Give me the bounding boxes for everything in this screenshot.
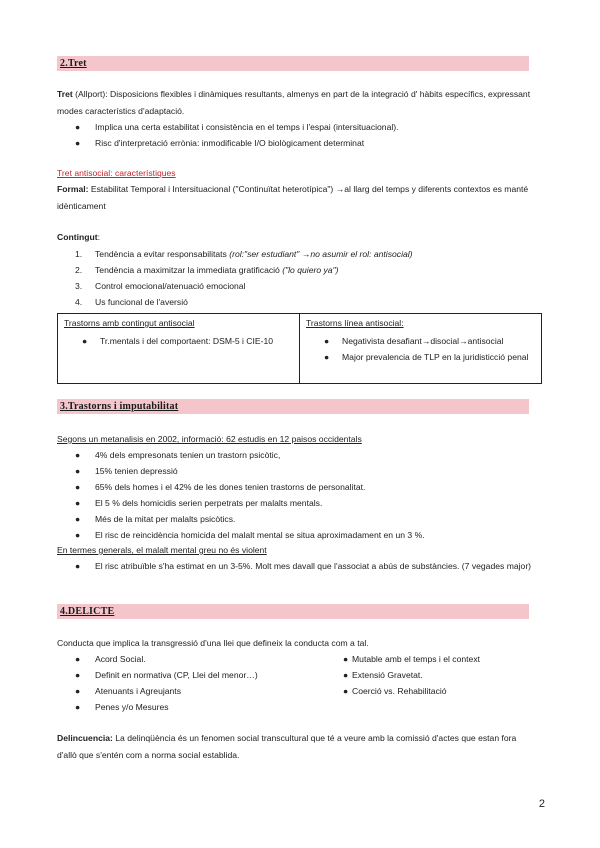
delicte-intro: Conducta que implica la transgressió d'una llei que defineix la conducta com a tal. xyxy=(57,638,369,648)
list-item: ● Tr.mentals i del comportaent: DSM-5 i CIE-10 xyxy=(64,333,293,349)
list-item: ● Negativista desafiant→disocial→antisocial xyxy=(306,333,535,349)
metanalisis-intro: Segons un metanalisis en 2002, informació: 62 estudis en 12 paisos occidentals xyxy=(57,434,362,444)
list-item: ● Atenuants i Agreujants xyxy=(57,683,347,699)
bullet-icon: ● xyxy=(75,561,81,571)
bullet-icon: ● xyxy=(75,466,81,476)
general-statement: En termes generals, el malalt mental greu no és violent xyxy=(57,545,267,555)
bullet-icon: ● xyxy=(75,530,81,540)
delinquencia-text: La delinqüència és un fenomen social transcultural que té a veure amb la comissió d'actes que estan fora d'allò que s'entén com a norma social establida. xyxy=(57,733,517,760)
list-item: ● Penes y/o Mesures xyxy=(57,699,347,715)
bullet-icon: ● xyxy=(324,336,330,346)
antisocial-title: Tret antisocial: característiques xyxy=(57,168,176,178)
bullet-icon: ● xyxy=(75,498,81,508)
section-3-heading: 3.Trastorns i imputabilitat xyxy=(60,401,179,412)
list-item: ● El 5 % dels homicidis serien perpetrats per malalts mentals. xyxy=(57,495,537,511)
tret-bullets xyxy=(57,119,537,151)
list-item: ● El risc de reincidència homicida del malalt mental se situa aproximadament en un 3 %. xyxy=(57,527,537,543)
formal-paragraph xyxy=(57,181,537,214)
delinquencia-paragraph xyxy=(57,730,537,763)
section-4-heading: 4.DELICTE xyxy=(60,606,115,617)
section-2-heading: 2.Tret xyxy=(60,58,87,69)
bullet-icon: ● xyxy=(75,654,81,664)
bullet-icon: ● xyxy=(75,482,81,492)
bullet-icon: ● xyxy=(75,450,81,460)
list-item: ● Definit en normativa (CP, Llei del menor…) xyxy=(57,667,347,683)
bullet-icon: ● xyxy=(75,138,81,148)
list-item: ● Més de la mitat per malalts psicòtics. xyxy=(57,511,537,527)
section-2-heading-bar xyxy=(57,56,529,71)
list-item: ● 65% dels homes i el 42% de les dones tenien trastorns de personalitat. xyxy=(57,479,537,495)
delicte-left-list xyxy=(57,651,347,715)
contingut-heading: Contingut: xyxy=(57,232,100,242)
bullet-icon: ● xyxy=(75,122,81,132)
bullet-icon: ● xyxy=(324,352,330,362)
section-4-heading-bar xyxy=(57,604,529,619)
list-item: ● Implica una certa estabilitat i consistència en el temps i l'espai (intersituacional). xyxy=(57,119,537,135)
list-item: ● Extensió Gravetat. xyxy=(343,667,542,683)
list-item: 2. Tendència a maximitzar la immediata gratificació ("lo quiero ya") xyxy=(75,265,339,275)
contingut-list xyxy=(57,246,537,310)
list-item: ● 15% tenien depressió xyxy=(57,463,537,479)
delinquencia-label: Delincuencia: xyxy=(57,733,113,743)
bullet-icon: ● xyxy=(82,336,88,346)
metanalisis-bullets xyxy=(57,447,537,543)
list-item: 4. Us funcional de l'aversió xyxy=(75,297,188,307)
list-item: ● Mutable amb el temps i el context xyxy=(343,651,542,667)
list-item: 3. Control emocional/atenuació emocional xyxy=(75,281,246,291)
bullet-icon: ● xyxy=(343,654,349,664)
tret-definition-text: (Allport): Disposicions flexibles i dinàmiques resultants, almenys en part de la integració d' hàbits específics, expressant modes característics d'adaptació. xyxy=(57,89,531,116)
trastorns-table xyxy=(57,313,542,384)
bullet-icon: ● xyxy=(343,670,349,680)
page-number: 2 xyxy=(538,798,545,810)
formal-label: Formal: xyxy=(57,184,89,194)
list-item: ● Coerció vs. Rehabilitació xyxy=(343,683,542,699)
delicte-right-list xyxy=(343,651,542,699)
bullet-icon: ● xyxy=(75,514,81,524)
list-item: 1. Tendència a evitar responsabilitats (rol:"ser estudiant" →no asumir el rol: antisocial) xyxy=(75,249,413,259)
bullet-icon: ● xyxy=(343,686,349,696)
bullet-icon: ● xyxy=(75,686,81,696)
list-item: ● 4% dels empresonats tenien un trastorn psicòtic, xyxy=(57,447,537,463)
list-item: ● Major prevalencia de TLP en la juridisticció penal xyxy=(306,349,535,365)
right-cell-title: Trastorns línea antisocial: xyxy=(306,318,404,328)
list-item: ● El risc atribuïble s'ha estimat en un 3-5%. Molt mes davall que l'associat a abús de substàncies. (7 vegades major) xyxy=(57,558,537,574)
tret-label: Tret xyxy=(57,89,73,99)
section-3-heading-bar xyxy=(57,399,529,414)
table-cell-left xyxy=(58,314,300,384)
table-cell-right xyxy=(300,314,542,384)
left-cell-title: Trastorns amb contingut antisocial xyxy=(64,318,195,328)
bullet-icon: ● xyxy=(75,702,81,712)
list-item: ● Acord Social. xyxy=(57,651,347,667)
general-bullets xyxy=(57,558,537,574)
bullet-icon: ● xyxy=(75,670,81,680)
tret-definition xyxy=(57,86,537,119)
list-item: ● Risc d'interpretació errònia: inmodificable I/O biològicament determinat xyxy=(57,135,537,151)
formal-text: Estabilitat Temporal i Intersituacional ("Continuïtat heterotípica") →al llarg del temps y diferents contextos es manté idènticament xyxy=(57,184,529,211)
